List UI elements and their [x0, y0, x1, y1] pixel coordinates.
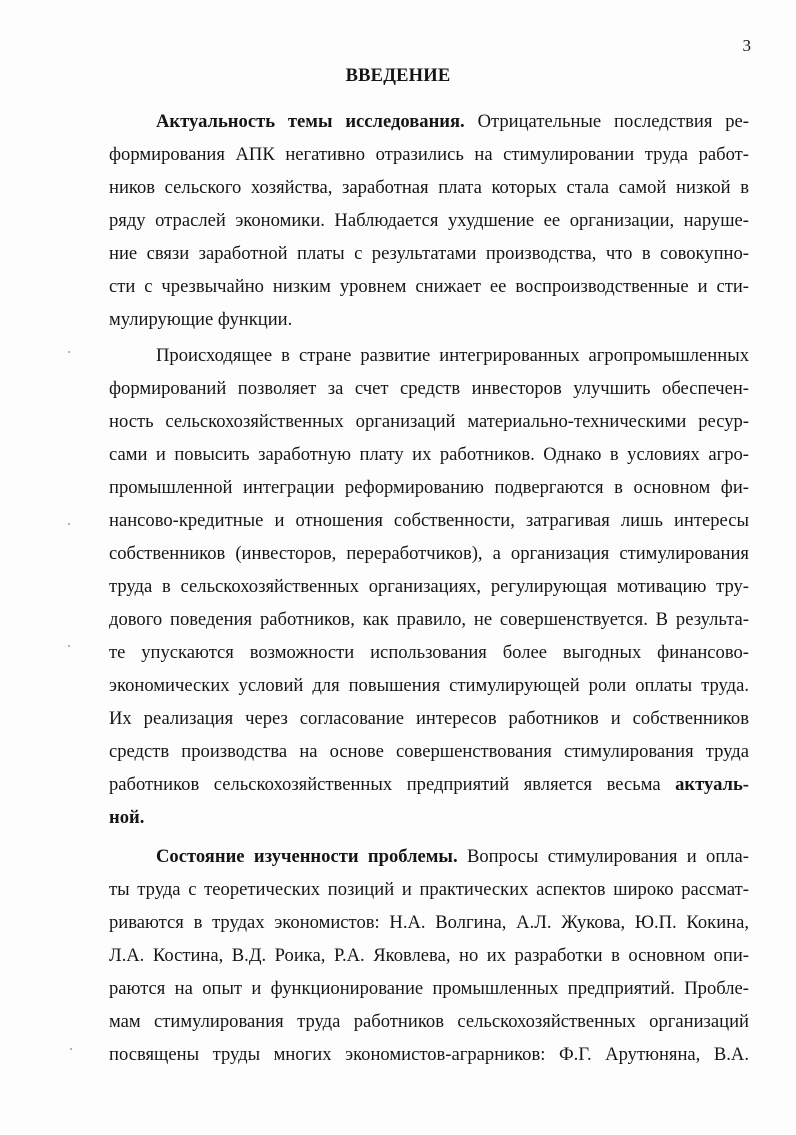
paragraph-2-line-11: экономических условий для повышения стимулирующей роли оплаты труда.	[109, 675, 749, 696]
paragraph-2-line-15: ной.	[109, 807, 145, 828]
page-title: ВВЕДЕНИЕ	[345, 66, 451, 86]
paragraph-1-lead: Актуальность темы исследования.	[156, 111, 465, 132]
paragraph-2-line-1: Происходящее в стране развитие интегрированных агропромышленных	[156, 345, 749, 366]
paragraph-2-line-6: нансово-кредитные и отношения собственности, затрагивая лишь интересы	[109, 510, 749, 531]
paragraph-2-line-14	[109, 774, 749, 796]
paragraph-3-line-6: мам стимулирования труда работников сельскохозяйственных организаций	[109, 1011, 749, 1032]
paragraph-3-line-7: посвящены труды многих экономистов-аграрников: Ф.Г. Арутюняна, В.А.	[109, 1044, 749, 1065]
paragraph-2-emphasis: актуаль-	[675, 774, 749, 795]
paragraph-3-lead: Состояние изученности проблемы.	[156, 846, 458, 867]
scan-speck	[70, 1048, 72, 1050]
paragraph-3-line-3: риваются в трудах экономистов: Н.А. Волгина, А.Л. Жукова, Ю.П. Кокина,	[109, 912, 749, 933]
paragraph-2-line-10: те упускаются возможности использования более выгодных финансово-	[109, 642, 749, 663]
paragraph-3-line-4: Л.А. Костина, В.Д. Роика, Р.А. Яковлева, но их разработки в основном опи-	[109, 945, 749, 966]
paragraph-1-line-5: ние связи заработной платы с результатами производства, что в совокупно-	[109, 243, 749, 264]
paragraph-1-line-6: сти с чрезвычайно низким уровнем снижает ее воспроизводственные и сти-	[109, 276, 749, 297]
paragraph-2-line-14-text: работников сельскохозяйственных предприятий является весьма	[109, 774, 676, 795]
paragraph-3-line-2: ты труда с теоретических позиций и практических аспектов широко рассмат-	[109, 879, 749, 900]
paragraph-2-line-9: дового поведения работников, как правило, не совершенствуется. В результа-	[109, 609, 749, 630]
paragraph-1-line-1	[156, 111, 749, 133]
paragraph-2-line-13: средств производства на основе совершенствования стимулирования труда	[109, 741, 749, 762]
paragraph-2-line-2: формирований позволяет за счет средств инвесторов улучшить обеспечен-	[109, 378, 749, 399]
paragraph-2-line-12: Их реализация через согласование интересов работников и собственников	[109, 708, 749, 729]
paragraph-1-line-7: мулирующие функции.	[109, 309, 293, 330]
paragraph-2-line-8: труда в сельскохозяйственных организациях, регулирующая мотивацию тру-	[109, 576, 749, 597]
paragraph-3-line-1-text: Вопросы стимулирования и опла-	[457, 846, 749, 867]
page-number: 3	[742, 36, 751, 55]
paragraph-2-line-4: сами и повысить заработную плату их работников. Однако в условиях агро-	[109, 444, 749, 465]
paragraph-1-line-2: формирования АПК негативно отразились на стимулировании труда работ-	[109, 144, 749, 165]
scan-speck	[68, 351, 70, 353]
paragraph-1-line-1-text: Отрицательные последствия ре-	[464, 111, 749, 132]
paragraph-1-line-4: ряду отраслей экономики. Наблюдается ухудшение ее организации, наруше-	[109, 210, 749, 231]
paragraph-3-line-5: раются на опыт и функционирование промышленных предприятий. Пробле-	[109, 978, 749, 999]
paragraph-2-line-7: собственников (инвесторов, переработчиков), а организация стимулирования	[109, 543, 749, 564]
paragraph-3-line-1	[156, 846, 749, 868]
scan-speck	[68, 523, 70, 525]
scan-speck	[68, 645, 70, 647]
paragraph-2-line-5: промышленной интеграции реформированию подвергаются в основном фи-	[109, 477, 749, 498]
paragraph-2-line-3: ность сельскохозяйственных организаций материально-техническими ресур-	[109, 411, 749, 432]
paragraph-1-line-3: ников сельского хозяйства, заработная плата которых стала самой низкой в	[109, 177, 749, 198]
